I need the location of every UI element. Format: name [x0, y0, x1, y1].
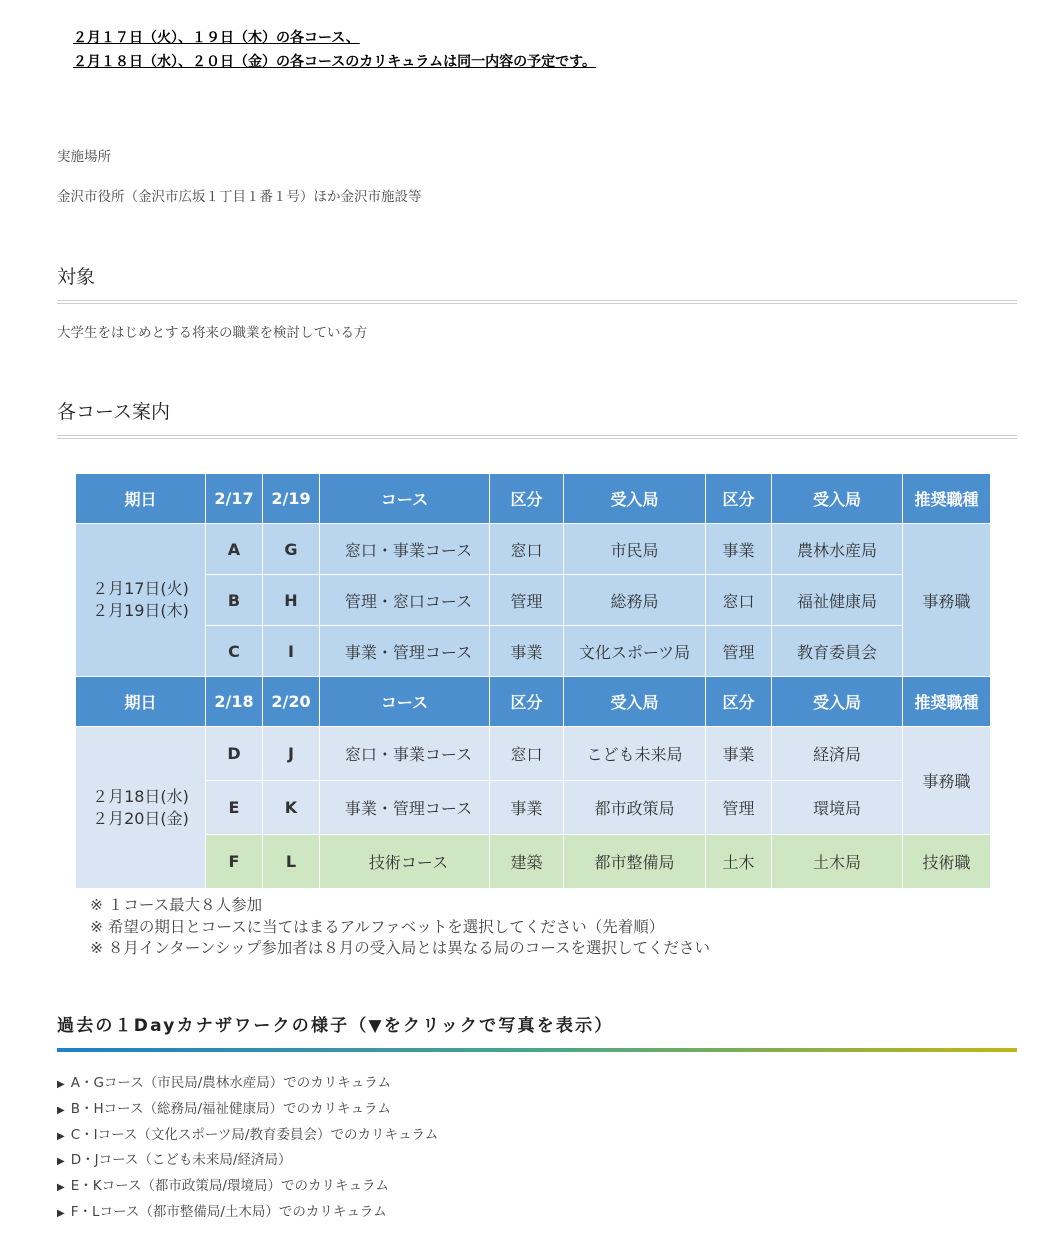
course-name: 窓口・事業コース	[320, 727, 490, 781]
header-course: コース	[320, 677, 490, 727]
department: 都市政策局	[564, 781, 706, 835]
header-day1: 2/18	[206, 677, 263, 727]
list-item[interactable]	[57, 1124, 438, 1150]
table-row	[76, 835, 991, 889]
course-code: E	[206, 781, 263, 835]
job-type: 技術職	[903, 835, 991, 889]
list-item-label: F・Lコース（都市整備局/土木局）でのカリキュラム	[70, 1203, 387, 1220]
department: 農林水産局	[772, 524, 903, 575]
header-course: コース	[320, 474, 490, 524]
department: 福祉健康局	[772, 575, 903, 626]
date-cell	[76, 524, 206, 677]
department: 経済局	[772, 727, 903, 781]
date-line: ２月20日(金)	[92, 808, 189, 828]
course-code: J	[263, 727, 320, 781]
department: こども未来局	[564, 727, 706, 781]
header-day1: 2/17	[206, 474, 263, 524]
course-code: L	[263, 835, 320, 889]
gradient-divider	[57, 1048, 1017, 1052]
table-row	[76, 524, 991, 575]
header-division1: 区分	[490, 677, 564, 727]
date-line: ２月18日(水)	[92, 786, 189, 806]
table-row	[76, 781, 991, 835]
job-type: 事務職	[903, 727, 991, 835]
expand-triangle-icon[interactable]: ▶	[57, 1182, 65, 1194]
table-row	[76, 626, 991, 677]
notice-line-2: ２月１８日（水）、２０日（金）の各コースのカリキュラムは同一内容の予定です。	[73, 54, 597, 70]
target-divider	[57, 300, 1017, 304]
list-item-label: B・Hコース（総務局/福祉健康局）でのカリキュラム	[70, 1100, 391, 1117]
course-name: 管理・窓口コース	[320, 575, 490, 626]
header-division1: 区分	[490, 474, 564, 524]
table-row	[76, 575, 991, 626]
course-code: G	[263, 524, 320, 575]
notice-line-1: ２月１７日（火）、１９日（木）の各コース、	[73, 30, 360, 46]
division: 事業	[490, 781, 564, 835]
header-dept2: 受入局	[772, 677, 903, 727]
header-date: 期日	[76, 677, 206, 727]
venue-label: 実施場所	[57, 149, 111, 165]
division: 事業	[706, 727, 772, 781]
list-item[interactable]	[57, 1201, 438, 1227]
table-row	[76, 727, 991, 781]
header-dept2: 受入局	[772, 474, 903, 524]
header-division2: 区分	[706, 474, 772, 524]
division: 管理	[706, 626, 772, 677]
division: 管理	[706, 781, 772, 835]
division: 窓口	[490, 727, 564, 781]
course-code: D	[206, 727, 263, 781]
division: 土木	[706, 835, 772, 889]
course-name: 窓口・事業コース	[320, 524, 490, 575]
department: 環境局	[772, 781, 903, 835]
header-dept1: 受入局	[564, 474, 706, 524]
department: 教育委員会	[772, 626, 903, 677]
course-table	[75, 473, 991, 889]
list-item-label: C・Iコース（文化スポーツ局/教育委員会）でのカリキュラム	[70, 1126, 439, 1143]
department: 土木局	[772, 835, 903, 889]
expand-triangle-icon[interactable]: ▶	[57, 1156, 65, 1168]
header-dept1: 受入局	[564, 677, 706, 727]
header-job: 推奨職種	[903, 677, 991, 727]
course-name: 事業・管理コース	[320, 626, 490, 677]
course-code: C	[206, 626, 263, 677]
expand-triangle-icon[interactable]: ▶	[57, 1130, 65, 1142]
course-name: 技術コース	[320, 835, 490, 889]
note-line: ※ 希望の期日とコースに当てはまるアルファベットを選択してください（先着順）	[90, 917, 665, 936]
course-notes	[90, 895, 710, 960]
date-line: ２月17日(火)	[92, 579, 189, 598]
division: 事業	[706, 524, 772, 575]
courses-heading: 各コース案内	[57, 401, 171, 423]
header-day2: 2/19	[263, 474, 320, 524]
note-line: ※ ８月インターンシップ参加者は８月の受入局とは異なる局のコースを選択してください	[90, 939, 711, 957]
expand-triangle-icon[interactable]: ▶	[57, 1079, 65, 1090]
courses-divider	[57, 435, 1017, 439]
venue-value: 金沢市役所（金沢市広坂１丁目１番１号）ほか金沢市施設等	[57, 189, 422, 205]
past-heading: 過去の１Dayカナザワークの様子（▼をクリックで写真を表示）	[57, 1016, 614, 1036]
header-date: 期日	[76, 474, 206, 524]
target-heading: 対象	[57, 266, 96, 288]
department: 総務局	[564, 575, 706, 626]
schedule-notice	[73, 26, 596, 74]
department: 都市整備局	[564, 835, 706, 889]
department: 文化スポーツ局	[564, 626, 706, 677]
course-code: K	[263, 781, 320, 835]
course-name: 事業・管理コース	[320, 781, 490, 835]
course-code: I	[263, 626, 320, 677]
course-code: F	[206, 835, 263, 889]
target-value: 大学生をはじめとする将来の職業を検討している方	[57, 325, 368, 341]
list-item-label: D・Jコース（こども未来局/経済局）	[70, 1152, 292, 1169]
table-header-row	[76, 677, 991, 727]
header-day2: 2/20	[263, 677, 320, 727]
table-header-row	[76, 474, 991, 524]
past-curriculum-list	[57, 1072, 438, 1227]
list-item[interactable]	[57, 1072, 438, 1098]
list-item-label: A・Gコース（市民局/農林水産局）でのカリキュラム	[70, 1075, 392, 1091]
division: 建築	[490, 835, 564, 889]
expand-triangle-icon[interactable]: ▶	[57, 1104, 65, 1116]
date-cell	[76, 727, 206, 889]
division: 事業	[490, 626, 564, 677]
list-item[interactable]	[57, 1098, 438, 1124]
course-code: A	[206, 524, 263, 575]
department: 市民局	[564, 524, 706, 575]
division: 管理	[490, 575, 564, 626]
list-item[interactable]	[57, 1149, 438, 1175]
date-line: ２月19日(木)	[92, 601, 189, 620]
course-code: B	[206, 575, 263, 626]
division: 窓口	[706, 575, 772, 626]
expand-triangle-icon[interactable]: ▶	[57, 1207, 65, 1219]
job-type: 事務職	[903, 524, 991, 677]
list-item-label: E・Kコース（都市政策局/環境局）でのカリキュラム	[70, 1178, 389, 1195]
division: 窓口	[490, 524, 564, 575]
course-code: H	[263, 575, 320, 626]
note-line: ※ １コース最大８人参加	[90, 896, 263, 914]
header-job: 推奨職種	[903, 474, 991, 524]
header-division2: 区分	[706, 677, 772, 727]
list-item[interactable]	[57, 1175, 438, 1201]
